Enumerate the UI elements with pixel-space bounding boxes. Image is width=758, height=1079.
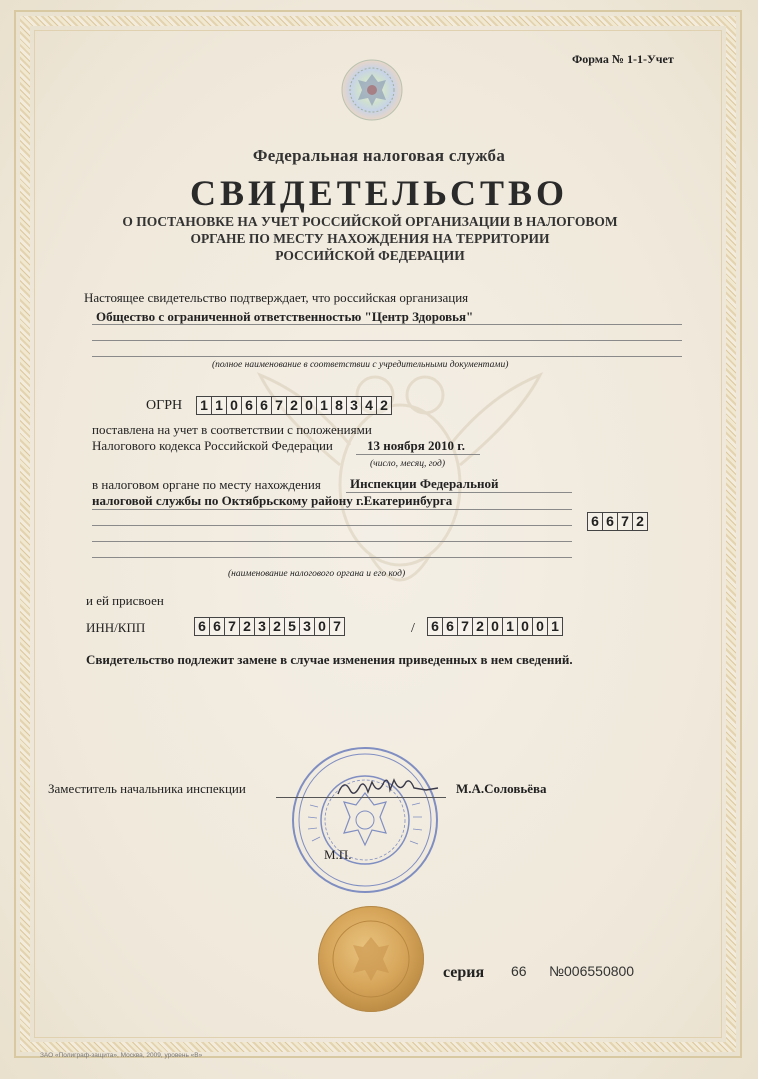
digit-cell: 6 [257,397,272,414]
digit-cell: 1 [212,397,227,414]
digit-cell: 0 [488,618,503,635]
digit-cell: 6 [428,618,443,635]
digit-cell: 2 [240,618,255,635]
serial-number: №006550800 [549,963,635,979]
digit-cell: 5 [285,618,300,635]
digit-cell: 2 [636,513,644,529]
digit-cell: 6 [210,618,225,635]
signer-name: М.А.Соловьёва [456,781,547,796]
form-number: Форма № 1-1-Учет [572,52,674,66]
underline [92,324,682,325]
underline [92,525,572,526]
assigned-label: и ей присвоен [86,593,164,608]
date-hint: (число, месяц, год) [370,459,446,469]
registration-line-2: Налогового кодекса Российской Федерации [92,438,333,453]
registration-date: 13 ноября 2010 г. [367,438,465,453]
digit-cell: 3 [347,397,362,414]
digit-cell: 1 [503,618,518,635]
digit-cell: 6 [588,513,603,530]
digit-cell: 0 [227,397,242,414]
serial-series: 66 [511,963,527,979]
tax-authority-intro: в налоговом органе по месту нахождения [92,477,321,492]
organization-name: Общество с ограниченной ответственностью "Центр Здоровья" [96,309,474,324]
digit-cell: 2 [270,618,285,635]
tax-authority-name-1: Инспекции Федеральной [350,476,499,491]
digit-cell: 0 [302,397,317,414]
replacement-notice: Свидетельство подлежит замене в случае изменения приведенных в нем сведений. [86,652,573,667]
serial-label: серия [443,964,485,981]
digit-cell: 1 [551,618,559,634]
digit-cell: 3 [300,618,315,635]
underline [92,356,682,357]
digit-cell: 8 [332,397,347,414]
digit-cell: 0 [315,618,330,635]
digit-cell: 3 [255,618,270,635]
digit-cell: 0 [533,618,548,635]
tax-authority-hint: (наименование налогового органа и его код) [228,569,406,579]
ogrn-digits [196,396,392,415]
gold-seal-icon [318,906,424,1012]
subtitle-line: ОРГАНЕ ПО МЕСТУ НАХОЖДЕНИЯ НА ТЕРРИТОРИИ [190,231,550,246]
digit-cell: 6 [443,618,458,635]
digit-cell: 6 [195,618,210,635]
ogrn-label: ОГРН [146,398,183,413]
inn-kpp-separator: / [411,621,415,636]
hologram-emblem-icon [340,58,404,122]
signer-position: Заместитель начальника инспекции [48,781,246,796]
registration-line-1: поставлена на учет в соответствии с положениями [92,422,372,437]
digit-cell: 2 [380,397,388,413]
digit-cell: 7 [333,618,341,634]
seal-emblem-icon [331,919,411,999]
digit-cell: 6 [242,397,257,414]
organization-intro: Настоящее свидетельство подтверждает, что российская организация [84,290,469,305]
inn-kpp-label: ИНН/КПП [86,620,146,635]
service-name: Федеральная налоговая служба [252,146,506,165]
digit-cell: 6 [603,513,618,530]
seal-place-mark: М.П. [324,847,352,862]
underline [92,541,572,542]
subtitle-line: О ПОСТАНОВКЕ НА УЧЕТ РОССИЙСКОЙ ОРГАНИЗАЦИИ В НАЛОГОВОМ [122,214,618,229]
digit-cell: 7 [618,513,633,530]
underline [92,557,572,558]
digit-cell: 7 [272,397,287,414]
signature-icon [330,768,440,804]
tax-authority-code [587,512,648,531]
underline [92,509,572,510]
page-title: СВИДЕТЕЛЬСТВО [189,173,569,213]
inn-digits [194,617,345,636]
organization-hint: (полное наименование в соответствии с учредительными документами) [212,360,509,370]
digit-cell: 1 [197,397,212,414]
underline [356,454,480,455]
document-subtitle [90,213,650,264]
tax-authority-name-2: налоговой службы по Октябрьскому району г.Екатеринбурга [92,493,453,508]
kpp-digits [427,617,563,636]
digit-cell: 2 [473,618,488,635]
printer-footer: ЗАО «Полиграф-защита», Москва, 2009, уровень «В» [40,1052,203,1059]
digit-cell: 7 [458,618,473,635]
subtitle-line: РОССИЙСКОЙ ФЕДЕРАЦИИ [275,248,465,263]
underline [92,340,682,341]
digit-cell: 4 [362,397,377,414]
digit-cell: 7 [225,618,240,635]
digit-cell: 2 [287,397,302,414]
digit-cell: 0 [518,618,533,635]
signature-line [276,797,446,798]
digit-cell: 1 [317,397,332,414]
